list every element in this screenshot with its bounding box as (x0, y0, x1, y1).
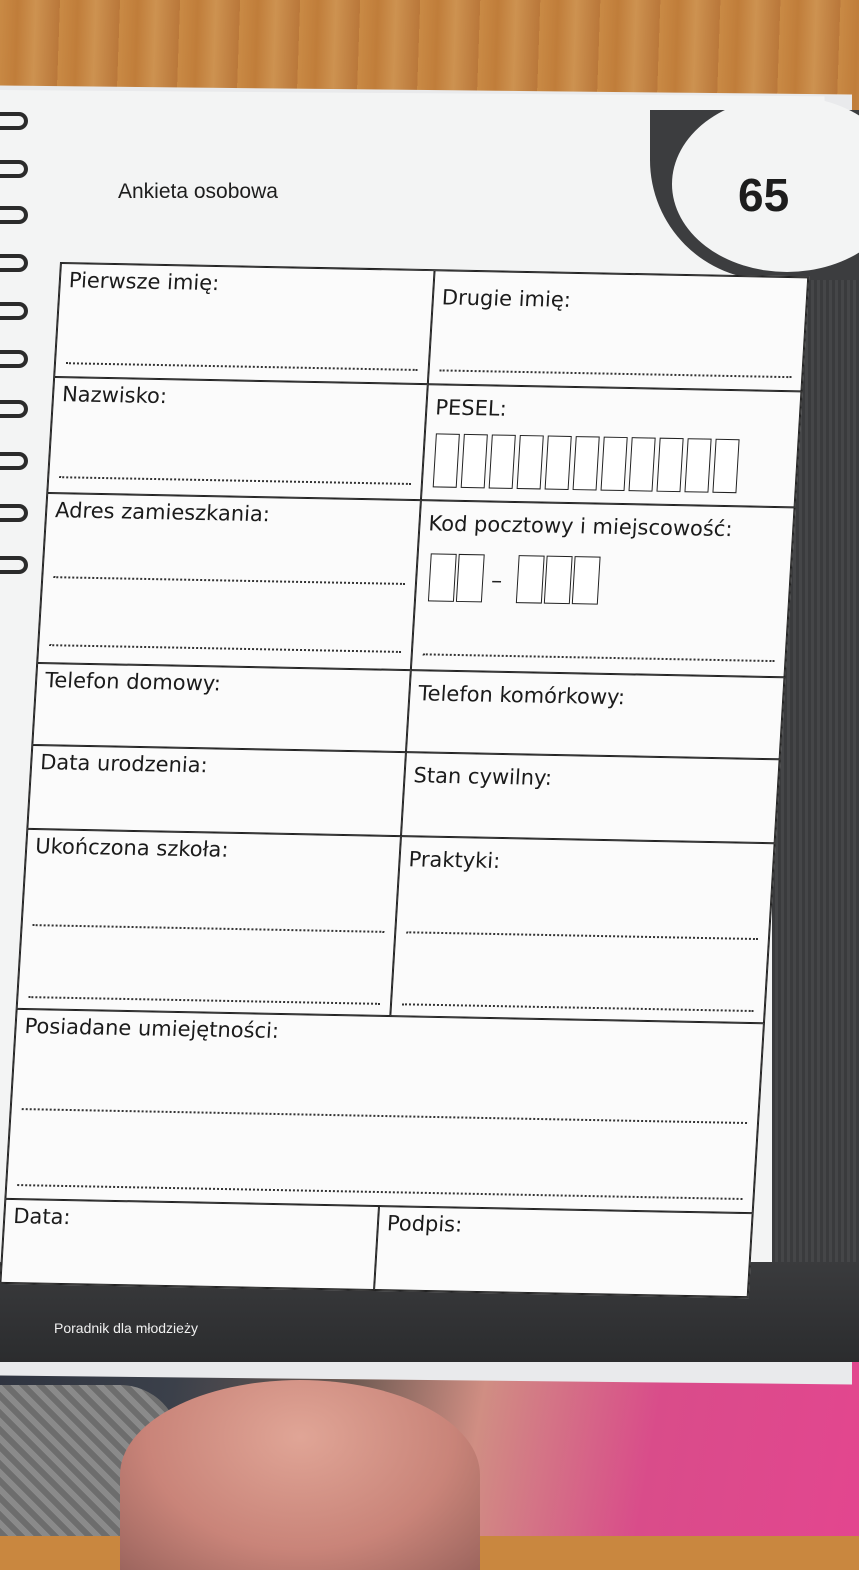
postal-digit-box[interactable] (544, 556, 573, 604)
binder-ring (0, 452, 28, 470)
dotted-line (406, 929, 758, 940)
pesel-field[interactable] (421, 384, 802, 507)
binder-ring (0, 556, 28, 574)
dotted-line (28, 994, 380, 1005)
internships-field[interactable] (390, 836, 774, 1023)
dotted-line (49, 642, 401, 653)
skills-label: Posiadane umiejętności: (23, 1014, 280, 1043)
dotted-line (53, 574, 405, 585)
mobile-phone-field[interactable] (406, 670, 785, 759)
pesel-label: PESEL: (434, 395, 508, 421)
postal-code-label: Kod pocztowy i miejscowość: (427, 511, 734, 542)
school-field[interactable] (17, 829, 401, 1016)
postal-digit-box[interactable] (456, 554, 485, 602)
marital-status-label: Stan cywilny: (412, 763, 553, 790)
marital-status-field[interactable] (401, 752, 780, 843)
second-name-label: Drugie imię: (441, 285, 572, 312)
dotted-line (66, 360, 418, 371)
binder-ring (0, 112, 28, 130)
date-field[interactable] (0, 1199, 379, 1290)
dotted-line (440, 367, 792, 378)
page-title: Ankieta osobowa (118, 180, 278, 203)
postal-digit-box[interactable] (428, 553, 457, 601)
surname-field[interactable] (47, 377, 428, 500)
dotted-line (423, 651, 775, 662)
postal-dash: – (490, 568, 503, 594)
pesel-digit-box[interactable] (656, 438, 683, 492)
dotted-line (402, 1001, 754, 1012)
pesel-digit-box[interactable] (461, 434, 488, 488)
knee-background (120, 1380, 480, 1570)
postal-digit-box[interactable] (516, 555, 545, 603)
dotted-line (59, 474, 411, 485)
surname-label: Nazwisko: (61, 382, 168, 409)
pesel-digit-box[interactable] (489, 434, 516, 488)
home-phone-label: Telefon domowy: (44, 668, 222, 696)
pesel-digit-box[interactable] (684, 438, 711, 492)
address-field[interactable] (37, 493, 421, 670)
skills-field[interactable] (5, 1009, 764, 1213)
mobile-phone-label: Telefon komórkowy: (417, 681, 626, 710)
personal-form (0, 262, 809, 1298)
signature-label: Podpis: (386, 1211, 463, 1237)
binder-ring (0, 160, 28, 178)
dotted-line (17, 1182, 743, 1200)
postal-code-field[interactable] (411, 500, 795, 677)
footer-text: Poradnik dla młodzieży (54, 1320, 198, 1336)
pesel-digit-box[interactable] (433, 433, 460, 487)
address-label: Adres zamieszkania: (54, 498, 271, 527)
birth-date-label: Data urodzenia: (39, 750, 209, 778)
binder-ring (0, 302, 28, 320)
second-name-field[interactable] (428, 270, 808, 391)
birth-date-field[interactable] (27, 745, 406, 836)
binder-ring (0, 350, 28, 368)
pesel-digit-box[interactable] (517, 435, 544, 489)
first-name-label: Pierwsze imię: (68, 268, 220, 296)
home-phone-field[interactable] (32, 663, 411, 752)
binder-ring (0, 400, 28, 418)
first-name-field[interactable] (54, 263, 434, 384)
dotted-line (22, 1106, 748, 1124)
date-label: Data: (12, 1204, 72, 1230)
binder-ring (0, 504, 28, 522)
binder-ring (0, 206, 28, 224)
pesel-digit-box[interactable] (712, 439, 739, 493)
pesel-digit-box[interactable] (573, 436, 600, 490)
page-number: 65 (738, 169, 790, 221)
postal-digit-box[interactable] (572, 556, 601, 604)
pesel-digit-box[interactable] (545, 436, 572, 490)
pesel-digit-box[interactable] (629, 437, 656, 491)
binder-ring (0, 254, 28, 272)
signature-field[interactable] (374, 1206, 753, 1297)
dotted-line (33, 922, 385, 933)
internships-label: Praktyki: (407, 847, 501, 874)
school-label: Ukończona szkoła: (34, 834, 230, 862)
pesel-digit-box[interactable] (601, 437, 628, 491)
